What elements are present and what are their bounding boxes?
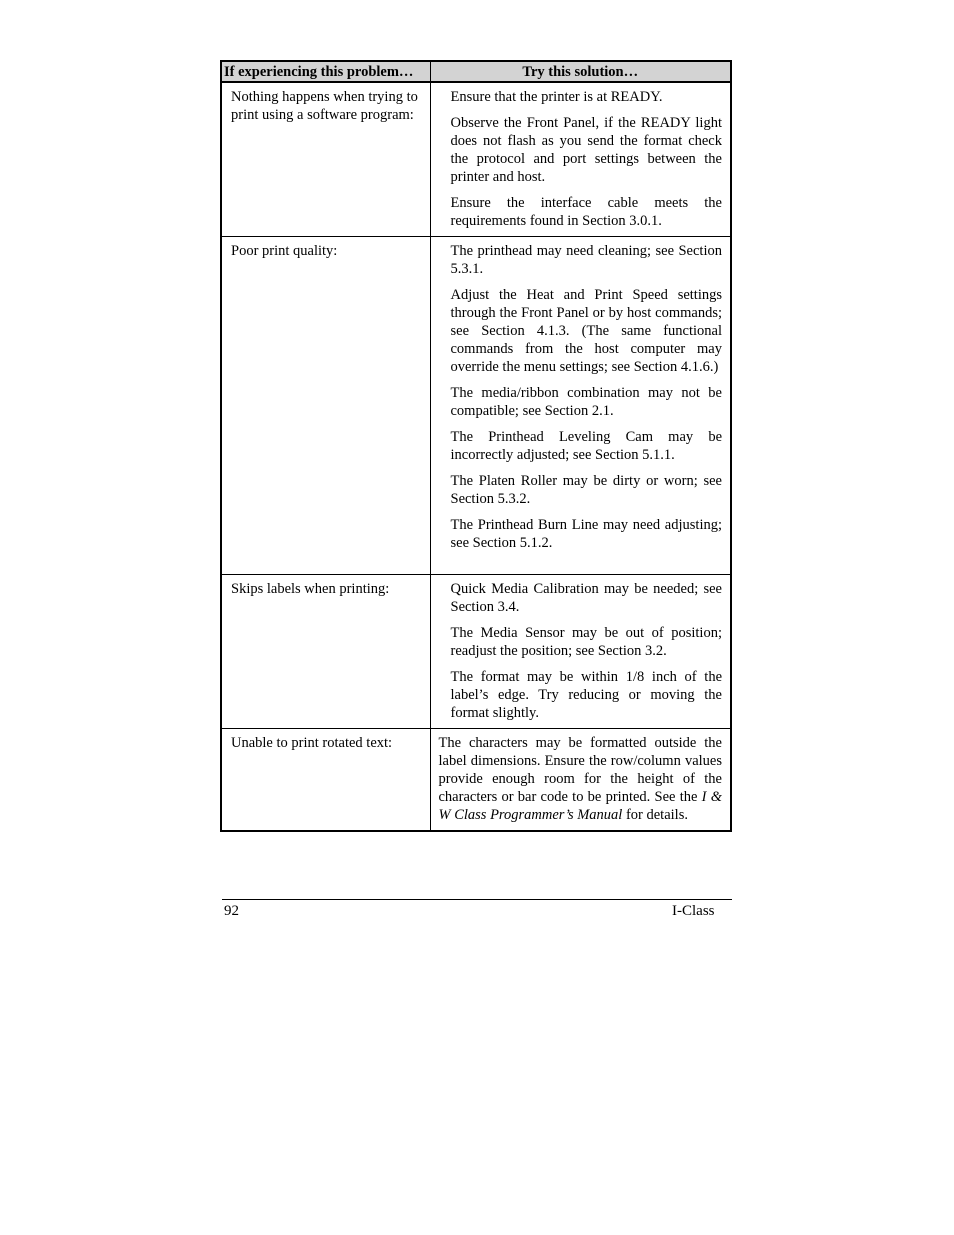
solution-item: Ensure that the printer is at READY. xyxy=(450,89,663,105)
problem-cell: Poor print quality: xyxy=(221,237,430,575)
solution-cell xyxy=(430,729,731,832)
problem-column-header: If experiencing this problem… xyxy=(221,61,430,82)
problem-cell: Skips labels when printing: xyxy=(221,575,430,729)
page-number: 92 xyxy=(224,903,239,919)
solution-item: The Printhead Leveling Cam may be incorrectly adjusted; see Section 5.1.1. xyxy=(450,429,722,463)
solution-item: The Platen Roller may be dirty or worn; see Section 5.3.2. xyxy=(450,473,722,507)
table-header-row xyxy=(221,61,731,82)
solution-item: Adjust the Heat and Print Speed settings through the Front Panel or by host commands; see Section 4.1.3. (The same functional commands from the host computer may override the menu settings; see Section 4.1.6.) xyxy=(450,287,722,375)
solution-item: The Printhead Burn Line may need adjusting; see Section 5.1.2. xyxy=(450,517,722,551)
solution-cell xyxy=(430,82,731,237)
solution-item: Quick Media Calibration may be needed; see Section 3.4. xyxy=(450,581,722,615)
solution-text: for details. xyxy=(622,807,688,823)
solution-item: The printhead may need cleaning; see Section 5.3.1. xyxy=(450,243,722,277)
problem-cell: Unable to print rotated text: xyxy=(221,729,430,832)
solution-item xyxy=(439,734,723,824)
solution-item: Observe the Front Panel, if the READY light does not flash as you send the format check the protocol and port settings between the printer and host. xyxy=(450,115,722,185)
solution-item: The Media Sensor may be out of position; readjust the position; see Section 3.2. xyxy=(450,625,722,659)
footer-product-name: I-Class xyxy=(672,903,715,919)
solution-column-header: Try this solution… xyxy=(430,61,731,82)
solution-item: The format may be within 1/8 inch of the label’s edge. Try reducing or moving the format slightly. xyxy=(450,669,722,721)
table-row xyxy=(221,575,731,729)
solution-item: Ensure the interface cable meets the requirements found in Section 3.0.1. xyxy=(450,195,722,229)
manual-title: I & W Class Programmer’s Manual xyxy=(438,789,722,823)
troubleshooting-table xyxy=(220,60,732,832)
table-row xyxy=(221,237,731,575)
solution-cell xyxy=(430,575,731,729)
solution-text: The characters may be formatted outside the label dimensions. Ensure the row/column values provide enough room for the height of the characters or bar code to be printed. See the xyxy=(438,735,722,805)
solution-cell xyxy=(430,237,731,575)
solution-item: The media/ribbon combination may not be compatible; see Section 2.1. xyxy=(450,385,722,419)
table-row xyxy=(221,729,731,832)
problem-cell: Nothing happens when trying to print using a software program: xyxy=(221,82,430,237)
footer-divider xyxy=(222,899,732,900)
table-row xyxy=(221,82,731,237)
